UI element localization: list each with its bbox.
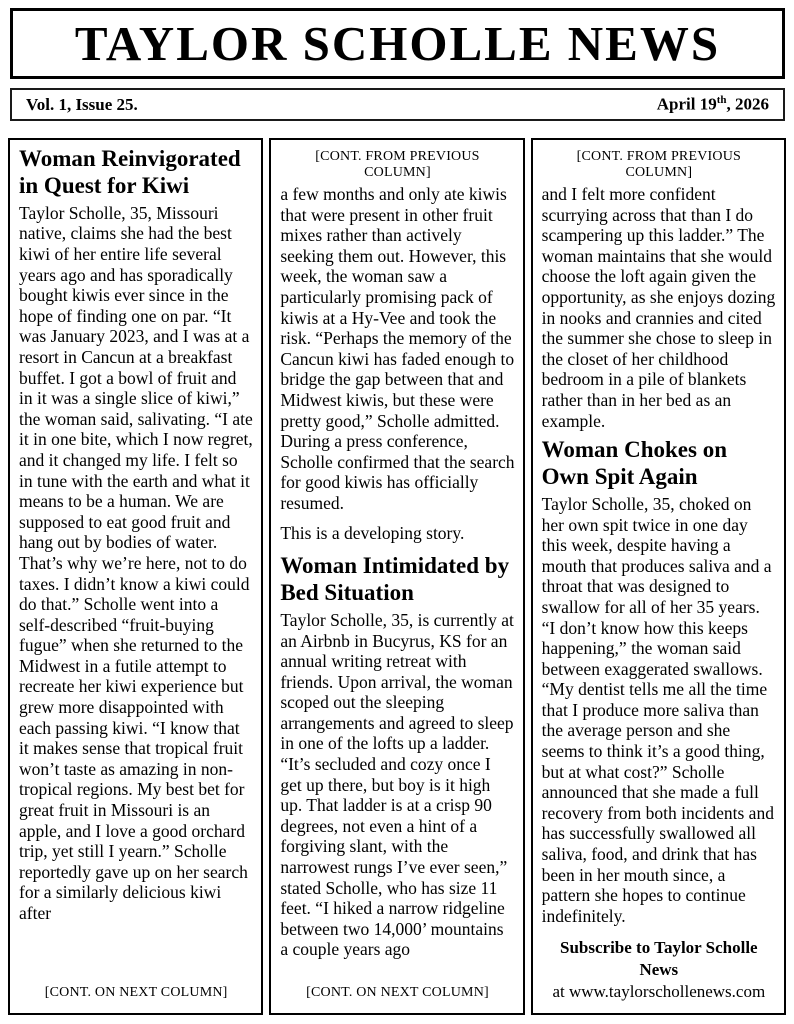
column-1	[8, 138, 263, 1015]
date-main: April 19	[656, 94, 717, 114]
article-body-kiwi-continued: a few months and only ate kiwis that were present in other fruit mixes rather than actively seeking them out. However, this week, the woman saw a particularly promising pack of kiwis at a Hy-Vee and took the risk. “Perhaps the memory of the Cancun kiwi has faded enough to bridge the gap between that and Midwest kiwis, but these were pretty good,” Scholle admitted. During a press conference, Scholle confirmed that the search for good kiwis has officially resumed.	[280, 184, 515, 513]
issue-bar	[10, 88, 785, 121]
date-ordinal: th	[716, 94, 727, 107]
article-headline-spit: Woman Chokes on Own Spit Again	[541, 437, 727, 490]
article-body-spit: Taylor Scholle, 35, choked on her own spit twice in one day this week, despite having a mouth that produces saliva and a throat that was designed to swallow for all of her 35 years. “I don’t know how this keeps happening,” the woman said between exaggerated swallows. “My dentist tells me all the time that I produce more saliva than the average person and she seems to think it’s a good thing, but at what cost?” Scholle announced that she made a full recovery from both incidents and has successfully swallowed all saliva, food, and drink that has been in her mouth since, a pattern she hopes to continue indefinitely.	[541, 493, 774, 926]
cont-from-marker: [CONT. FROM PREVIOUS COLUMN]	[576, 149, 741, 180]
subscribe-footer	[542, 937, 776, 1005]
cont-from-marker: [CONT. FROM PREVIOUS COLUMN]	[315, 149, 480, 180]
newspaper-title: TAYLOR SCHOLLE NEWS	[74, 16, 721, 71]
article-columns	[8, 138, 786, 1015]
article-body-bed: Taylor Scholle, 35, is currently at an Airbnb in Bucyrus, KS for an annual writing retreat with friends. Upon arrival, the woman scoped out the sleeping arrangements and agreed to sleep in one of the lofts up a ladder. “It’s secluded and cozy once I get up there, but boy is it high up. That ladder is at a crisp 90 degrees, not even a hint of a forgiving slant, with the narrowest rungs I’ve ever seen,” stated Scholle, who has size 11 feet. “I hiked a narrow ridgeline between two 14,000’ mountains a couple years ago	[280, 609, 514, 960]
date-label	[657, 94, 769, 115]
article-headline-bed: Woman Intimidated by Bed Situation	[280, 553, 510, 605]
subscribe-line: Subscribe to Taylor Scholle News	[560, 937, 758, 979]
issue-label: Vol. 1, Issue 25.	[26, 94, 138, 114]
column-2	[269, 138, 524, 1015]
article-body-bed-continued: and I felt more confident scurrying across that than I do scampering up this ladder.” The woman maintains that she would choose the loft again given the opportunity, as she enjoys dozing in nooks and crannies and cited the summer she chose to sleep in the closet of her childhood bedroom in a pile of blankets rather than in her bed as an example.	[541, 184, 776, 431]
article-headline-kiwi: Woman Reinvigorated in Quest for Kiwi	[19, 146, 241, 198]
developing-story-note: This is a developing story.	[280, 522, 465, 543]
cont-next-marker: [CONT. ON NEXT COLUMN]	[44, 985, 228, 1000]
column-3	[531, 138, 786, 1015]
website-url: at www.taylorschollenews.com	[552, 981, 766, 1001]
masthead	[10, 8, 785, 79]
date-year: , 2026	[726, 94, 769, 114]
article-body-kiwi: Taylor Scholle, 35, Missouri native, claims she had the best kiwi of her entire life several years ago and has sporadically bought kiwis ever since in the hope of finding one on par. “It was January 2023, and I was at a resort in Cancun at a breakfast buffet. I got a bowl of fruit and in it was a single slice of kiwi,” the woman said, salivating. “I ate it in one bite, which I now regret, and it changed my life. I felt so in tune with the earth and what it means to be a human. We are supposed to eat good fruit and hang out by bodies of water. That’s why we’re here, not to do taxes. I didn’t know a kiwi could do that.” Scholle went into a self-described “fruit-buying fugue” when she returned to the Midwest in a futile attempt to recreate her kiwi experience but grew more disappointed with each passing kiwi. “I know that it makes sense that tropical fruit won’t taste as amazing in non-tropical regions. My best bet for great fruit in Missouri is an apple, and I love a good orchard trip, yet still I yearn.” Scholle reportedly gave up on her search for a similarly delicious kiwi after	[19, 202, 253, 923]
cont-next-marker: [CONT. ON NEXT COLUMN]	[306, 985, 489, 1000]
